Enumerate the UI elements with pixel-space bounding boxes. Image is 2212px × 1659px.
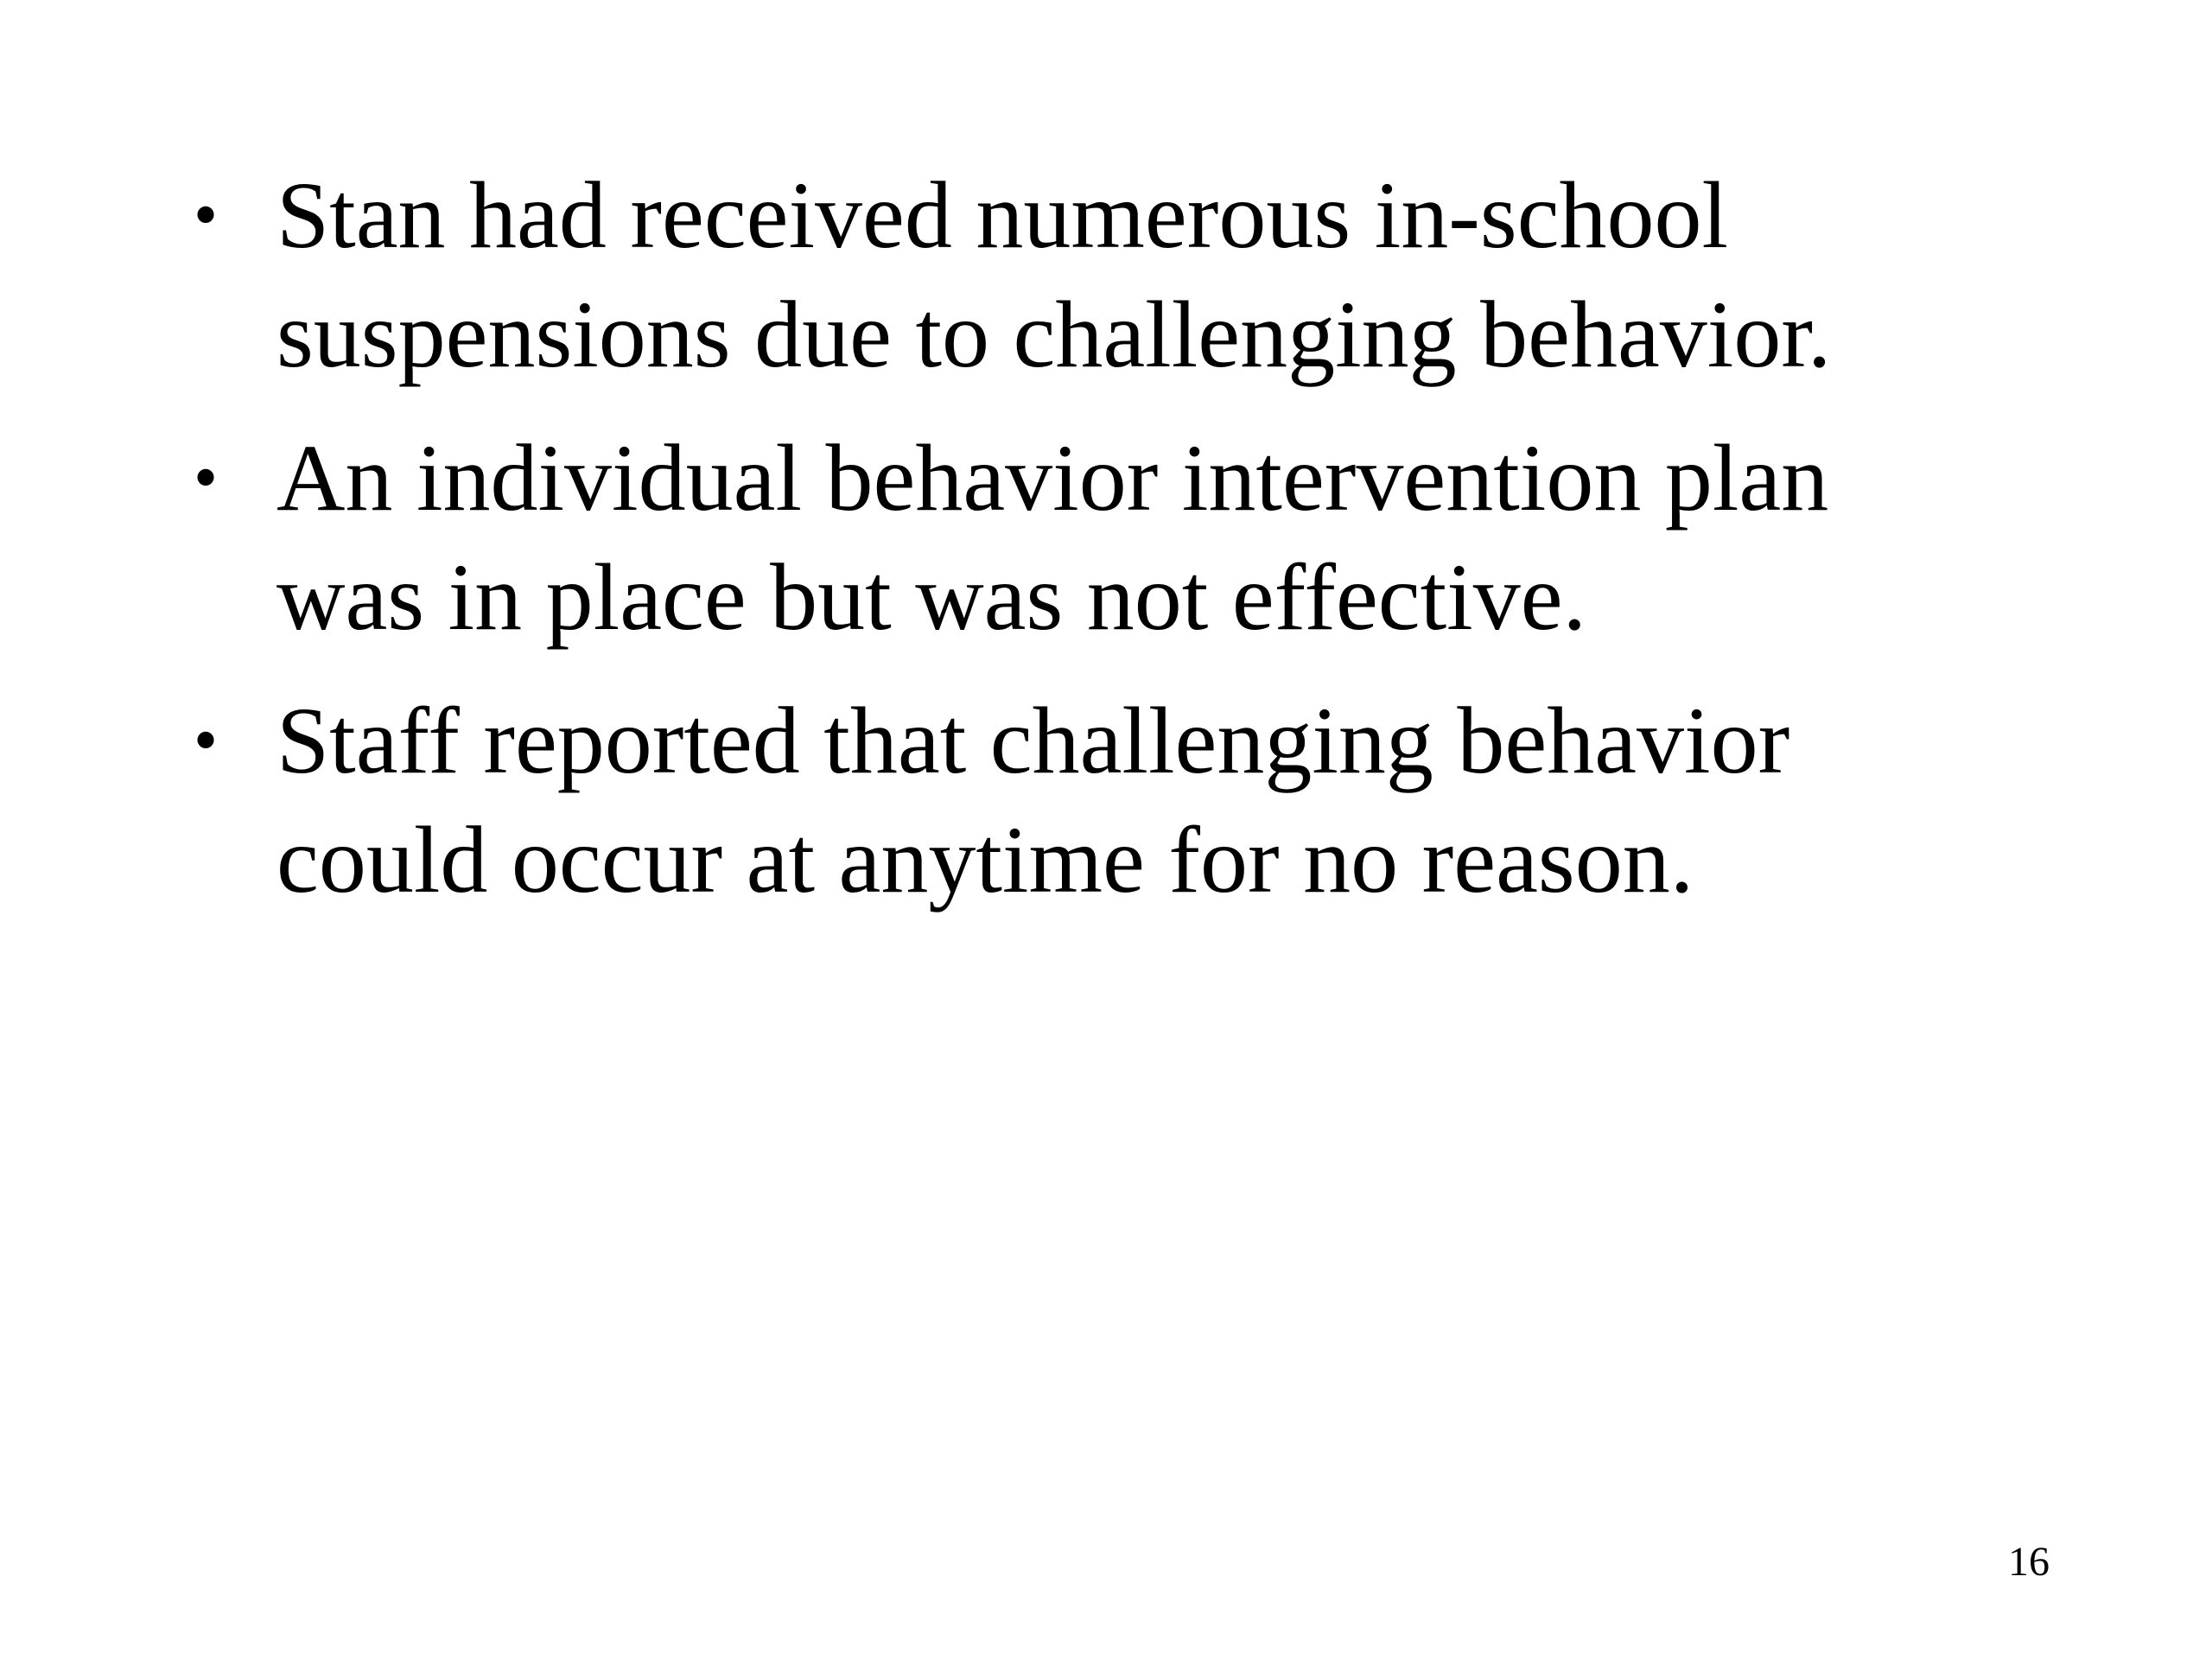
page-number: 16 (2008, 1539, 2050, 1585)
bullet-icon: • (194, 177, 219, 253)
bullet-text-line: Stan had received numerous in-school (276, 162, 1729, 268)
bullet-item (173, 418, 1987, 657)
bullet-text-line: could occur at anytime for no reason. (276, 807, 1694, 912)
bullet-text-line: suspensions due to challenging behavior. (276, 282, 1832, 387)
bullet-text-line: was in place but was not effective. (276, 544, 1587, 650)
bullet-text-line: An individual behavior intervention plan (276, 425, 1829, 531)
bullet-icon: • (194, 440, 219, 516)
bullet-text-line: Staff reported that challenging behavior (276, 688, 1790, 793)
bullet-item (173, 156, 1987, 394)
bullet-list (173, 156, 1987, 944)
bullet-icon: • (194, 702, 219, 779)
bullet-item (173, 681, 1987, 919)
